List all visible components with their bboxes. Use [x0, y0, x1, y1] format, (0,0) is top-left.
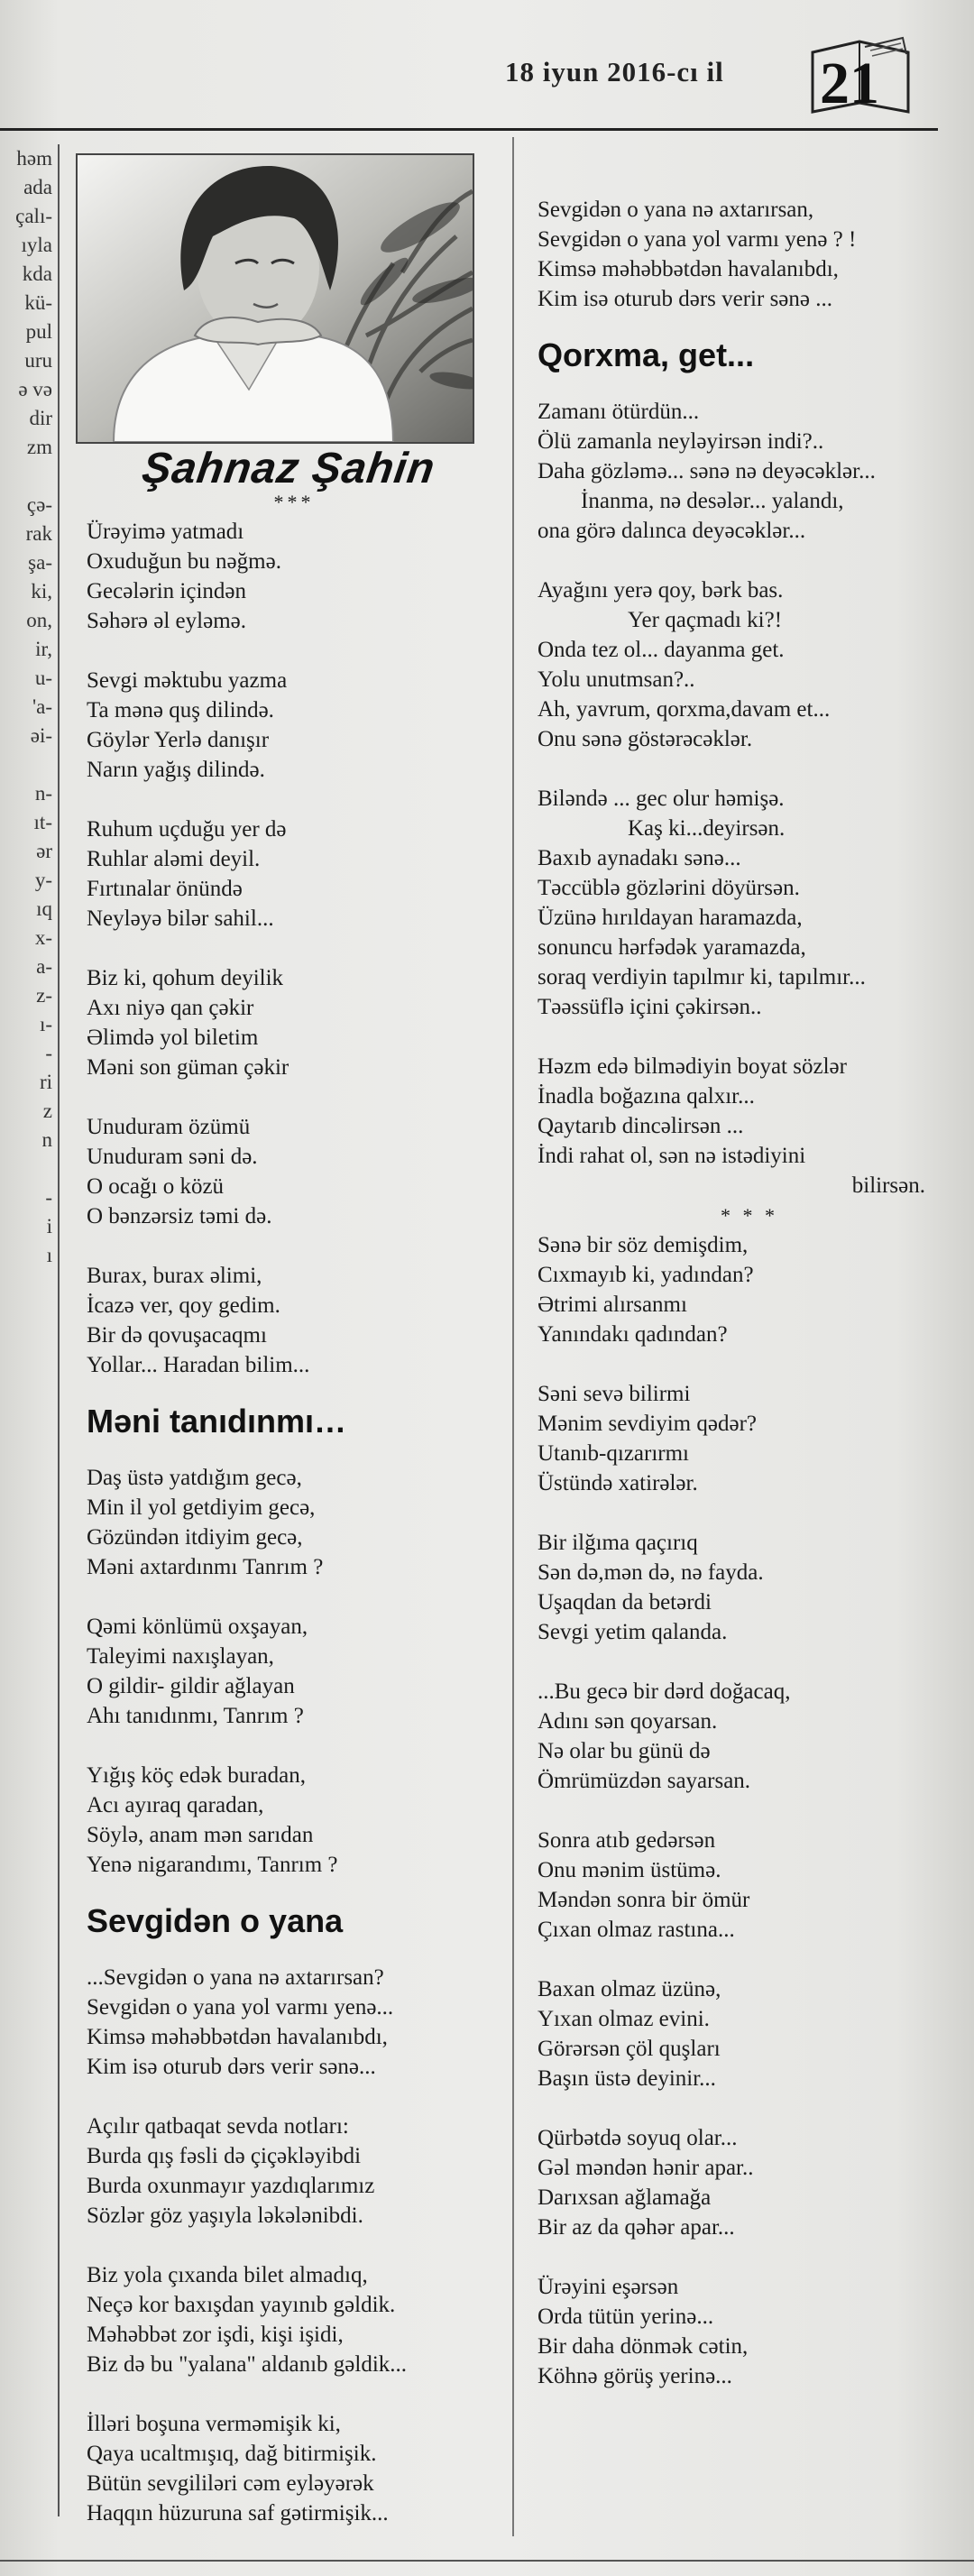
poem-line: Səhərə əl eyləmə. [87, 609, 246, 633]
poem-line: Daş üstə yatdığım gecə, [87, 1466, 302, 1490]
spacer [87, 1943, 501, 1963]
poem-line: Burda qış fəsli də çiçəkləyibdi [87, 2144, 362, 2168]
poem-line: Qaya ucaltmışıq, dağ bitirmişik. [87, 2442, 377, 2466]
column-divider [512, 137, 514, 2536]
header-rule [0, 128, 938, 131]
stanza-break [87, 785, 501, 814]
poem-line: Söylə, anam mən sarıdan [87, 1823, 314, 1847]
margin-fragment: u- [34, 667, 52, 689]
poem-line: Oxuduğun bu nəğmə. [87, 549, 281, 574]
margin-fragment: uru [24, 349, 52, 372]
poem-line: İnadla boğazına qalxır... [538, 1084, 755, 1109]
stanza-break [538, 1796, 961, 1826]
poem-line: ...Sevgidən o yana nə axtarırsan? [87, 1965, 384, 1990]
poem-line: Zamanı ötürdün... [538, 400, 700, 424]
stanza-break [87, 1231, 501, 1261]
poem-line: Yığış köç edək buradan, [87, 1763, 306, 1788]
poem-line: Biz yola çıxanda bilet almadıq, [87, 2263, 368, 2287]
poem-line: Sənə bir söz demişdim, [538, 1233, 749, 1257]
poem-line: Yer qaçmadı ki?! [628, 608, 783, 632]
margin-fragment: rak [25, 522, 52, 545]
poem-line: Neyləyə bilər sahil... [87, 906, 274, 931]
poem-line: Min il yol getdiyim gecə, [87, 1495, 316, 1520]
poem-line: Ürəyini eşərsən [538, 2275, 679, 2299]
poem-line: Burda oxunmayır yazdıqlarımız [87, 2174, 375, 2198]
poem-line: Gözündən itdiyim gecə, [87, 1525, 303, 1550]
poem-line: Çıxan olmaz rastına... [538, 1918, 735, 1942]
poem-line: Sevgi məktubu yazma [87, 668, 288, 693]
poem-line: Ruhlar aləmi deyil. [87, 847, 261, 871]
margin-fragment: - [45, 1186, 52, 1209]
poem-line: İcazə ver, qoy gedim. [87, 1293, 280, 1318]
margin-fragment: on, [26, 609, 52, 631]
stanza-break [538, 754, 961, 784]
stanza-break [538, 2093, 961, 2123]
poem-line: Bir daha dönmək cətin, [538, 2334, 749, 2359]
margin-fragment: zm [26, 436, 52, 458]
poem-line: Ruhum uçduğu yer də [87, 817, 287, 842]
margin-fragment: ir, [35, 638, 52, 660]
poem-line: Kim isə oturub dərs verir sənə ... [538, 287, 833, 311]
margin-fragment: z [42, 1099, 52, 1122]
poem-line: Ətrimi alırsanmı [538, 1293, 687, 1317]
poem-line: Utanıb-qızarırmı [538, 1441, 689, 1466]
poem-line: Yolu unutmsan?.. [538, 667, 695, 692]
margin-fragment: x- [34, 926, 52, 949]
poem-line: Məhəbbət zor işdi, kişi işidi, [87, 2323, 344, 2347]
margin-fragment [0, 750, 52, 779]
poem-line: Haqqın hüzuruna saf gətirmişik... [87, 2501, 389, 2525]
spacer [538, 314, 961, 334]
spacer [538, 377, 961, 397]
poem-line: Bir ilğıma qaçırıq [538, 1531, 698, 1555]
poem-line: Həzm edə bilmədiyin boyat sözlər [538, 1054, 847, 1079]
poem-line: Sonra atıb gedərsən [538, 1828, 716, 1853]
margin-fragment: n- [34, 782, 52, 805]
margin-fragment: ki, [31, 580, 52, 603]
poem-line: Biz də bu "yalana" aldanıb gəldik... [87, 2352, 408, 2377]
margin-fragment: z- [36, 984, 52, 1007]
stanza-break [87, 1731, 501, 1761]
poem-line: Başın üstə deyinir... [538, 2066, 716, 2091]
margin-fragment: y- [34, 869, 52, 891]
poem-line: Acı ayıraq qaradan, [87, 1793, 264, 1817]
section-stars: * * * [721, 1204, 778, 1227]
poem-line: Biz ki, qohum deyilik [87, 966, 284, 990]
poem-line: Sevgidən o yana yol varmı yenə ? ! [538, 227, 857, 252]
poem-line: Məni axtardınmı Tanrım ? [87, 1555, 324, 1579]
poem-line: Sən də,mən də, nə fayda. [538, 1560, 764, 1585]
margin-fragment [0, 1299, 52, 1328]
stanza-break [87, 636, 501, 666]
margin-fragment: ı- [39, 1013, 52, 1035]
poem-line: ona görə dalınca deyəcəklər... [538, 519, 806, 543]
poem-line: Bütün sevgililəri cəm eyləyərək [87, 2471, 374, 2496]
poem-line: Görərsən çöl quşları [538, 2037, 721, 2061]
section-stars: *** [273, 491, 315, 513]
poem-line: Açılır qatbaqat sevda notları: [87, 2114, 349, 2139]
page-header [0, 0, 974, 135]
poem-line: Kimsə məhəbbətdən havalanıbdı, [87, 2025, 388, 2049]
stanza-break [538, 546, 961, 575]
author-name: Şahnaz Şahin [139, 445, 438, 492]
stanza-break [538, 1349, 961, 1379]
poem-line: İnanma, nə desələr... yalandı, [581, 489, 844, 513]
poem-column-left [87, 487, 501, 2528]
poem-line: ...Bu gecə bir dərd doğacaq, [538, 1679, 791, 1704]
poem-line: Adını sən qoyarsan. [538, 1709, 718, 1734]
left-column-rule [58, 144, 60, 2516]
margin-fragment: çə- [26, 493, 52, 516]
poem-line: Mənim sevdiyim qədər? [538, 1412, 757, 1436]
poem-line: Biləndə ... gec olur həmişə. [538, 787, 785, 811]
poem-line: Köhnə görüş yerinə... [538, 2364, 732, 2388]
poem-line: Burax, burax əlimi, [87, 1264, 262, 1288]
poem-line: Unuduram özümü [87, 1115, 251, 1139]
stanza-break [87, 2379, 501, 2409]
poem-line: Fırtınalar önündə [87, 877, 243, 901]
poem-line: Orda tütün yerinə... [538, 2305, 714, 2329]
margin-fragment: kü- [24, 291, 52, 314]
poem-line: Ah, yavrum, qorxma,davam et... [538, 697, 831, 722]
poem-line: Onu sənə göstərəcəklər. [538, 727, 753, 751]
margin-fragment [0, 1328, 52, 1357]
poem-line: Axı niyə qan çəkir [87, 996, 254, 1020]
page-number: 21 [820, 51, 879, 116]
margin-fragment: dir [29, 407, 52, 429]
poem-line: Taleyimi naxışlayan, [87, 1644, 274, 1669]
poem-line: Ahı tanıdınmı, Tanrım ? [87, 1704, 304, 1728]
poem-line: Ölü zamanla neyləyirsən indi?.. [538, 429, 824, 454]
previous-column-fragment [0, 144, 52, 2525]
poem-line: Sevgidən o yana yol varmı yenə... [87, 1995, 394, 2019]
poem-line: Göylər Yerlə danışır [87, 728, 270, 752]
poem-line: Ta mənə quş dilində. [87, 698, 274, 722]
poem-line: Təccüblə gözlərini döyürsən. [538, 876, 800, 900]
margin-fragment: 'a- [32, 695, 52, 718]
poem-line: Ürəyimə yatmadı [87, 520, 244, 544]
margin-fragment: n [41, 1128, 52, 1151]
poem-line: Kim isə oturub dərs verir sənə... [87, 2055, 376, 2079]
poem-line: Unuduram səni də. [87, 1145, 258, 1169]
margin-fragment: a- [36, 955, 52, 978]
margin-fragment: ə və [18, 378, 52, 400]
poem-line: Sevgidən o yana nə axtarırsan, [538, 198, 814, 222]
margin-fragment [0, 462, 52, 491]
margin-fragment: ada [23, 176, 52, 198]
stanza-break [87, 1582, 501, 1612]
poem-line: Cıxmayıb ki, yadından? [538, 1263, 754, 1287]
stanza-break [538, 1022, 961, 1052]
spacer [87, 1880, 501, 1900]
poem-line: Qaytarıb dincəlirsən ... [538, 1114, 744, 1138]
poem-line: O bənzərsiz təmi də. [87, 1204, 272, 1228]
bottom-rule [0, 2560, 974, 2562]
poem-column-right [538, 195, 961, 2391]
poem-line: Kaş ki...deyirsən. [628, 816, 786, 841]
poem-line: Təəssüflə içini çəkirsən.. [538, 995, 762, 1019]
stanza-break [87, 2082, 501, 2111]
margin-fragment: ıq [36, 897, 52, 920]
poem-line: sonuncu hərfədək yaramazda, [538, 935, 806, 960]
poem-line: O ocağı o közü [87, 1174, 225, 1199]
page-number-badge [807, 34, 914, 115]
stanza-break [87, 2231, 501, 2260]
margin-fragment: ər [36, 840, 52, 862]
poem-line: Bir az da qəhər apar... [538, 2215, 735, 2240]
margin-fragment: ı [46, 1244, 52, 1266]
stanza-break [538, 1945, 961, 1974]
margin-fragment: kda [22, 262, 52, 285]
margin-fragment: - [45, 1042, 52, 1064]
poem-line: Ayağını yerə qoy, bərk bas. [538, 578, 784, 603]
poem-line: Bir də qovuşacaqmı [87, 1323, 267, 1348]
stanza-break [87, 934, 501, 963]
margin-fragment: həm [16, 147, 52, 170]
poem-line: Narın yağış dilində. [87, 758, 265, 782]
margin-fragment [0, 1155, 52, 1183]
margin-fragment: ri [39, 1071, 52, 1093]
margin-fragment: əi- [30, 724, 52, 747]
poem-line: bilirsən. [851, 1173, 925, 1198]
spacer [87, 1380, 501, 1400]
poem-title: Sevgidən o yana [87, 1902, 344, 1939]
poem-line: Onda tez ol... dayanma get. [538, 638, 785, 662]
margin-fragment: i [46, 1215, 52, 1237]
poem-line: O gildir- gildir ağlayan [87, 1674, 295, 1698]
poem-line: Baxıb aynadakı sənə... [538, 846, 741, 870]
poem-line: Ömrümüzdən sayarsan. [538, 1769, 751, 1793]
poem-line: Məndən sonra bir ömür [538, 1888, 750, 1912]
poem-line: Onu mənim üstümə. [538, 1858, 721, 1882]
stanza-break [87, 1082, 501, 1112]
margin-fragment: ıyla [21, 234, 52, 256]
poem-line: Yollar... Haradan bilim... [87, 1353, 310, 1377]
poem-line: İndi rahat ol, sən nə istədiyini [538, 1144, 806, 1168]
poem-line: Üzünə hırıldayan haramazda, [538, 906, 803, 930]
poem-line: Uşaqdan da betərdi [538, 1590, 712, 1615]
stanza-break [538, 2242, 961, 2272]
poem-line: Darıxsan ağlamağa [538, 2185, 712, 2210]
margin-fragment: çalı- [15, 205, 52, 227]
spacer [87, 1443, 501, 1463]
poem-title: Qorxma, get... [538, 336, 755, 373]
poem-line: Gəl məndən hənir apar.. [538, 2156, 754, 2180]
poem-line: Məni son güman çəkir [87, 1055, 289, 1080]
poem-line: Qürbətdə soyuq olar... [538, 2126, 738, 2150]
poem-line: Yıxan olmaz evini. [538, 2007, 710, 2031]
author-photo [76, 153, 474, 444]
poem-title: Məni tanıdınmı… [87, 1403, 346, 1440]
poem-line: Neçə kor baxışdan yayınıb gəldik. [87, 2293, 396, 2317]
poem-line: Əlimdə yol biletim [87, 1026, 259, 1050]
margin-fragment: ıt- [33, 811, 52, 833]
margin-fragment [0, 1270, 52, 1299]
poem-line: Nə olar bu günü də [538, 1739, 711, 1763]
poem-line: Sözlər göz yaşıyla ləkələnibdi. [87, 2203, 363, 2228]
poem-line: Qəmi könlümü oxşayan, [87, 1615, 308, 1639]
poem-line: Yenə nigarandımı, Tanrım ? [87, 1853, 338, 1877]
poem-line: Daha gözləmə... sənə nə deyəcəklər... [538, 459, 876, 483]
poem-line: Gecələrin içindən [87, 579, 246, 603]
poem-line: Sevgi yetim qalanda. [538, 1620, 728, 1644]
poem-line: Kimsə məhəbbətdən havalanıbdı, [538, 257, 839, 281]
poem-line: Baxan olmaz üzünə, [538, 1977, 721, 2001]
poem-line: İlləri boşuna verməmişik ki, [87, 2412, 341, 2436]
margin-fragment: şa- [28, 551, 52, 574]
margin-fragment: pul [25, 320, 52, 343]
stanza-break [538, 1647, 961, 1677]
poem-line: Səni sevə bilirmi [538, 1382, 691, 1406]
poem-line: Yanındakı qadından? [538, 1322, 728, 1347]
poem-line: Üstündə xatirələr. [538, 1471, 698, 1495]
issue-date: 18 iyun 2016-cı il [505, 56, 724, 87]
stanza-break [538, 1498, 961, 1528]
poem-line: soraq verdiyin tapılmır ki, tapılmır... [538, 965, 866, 989]
